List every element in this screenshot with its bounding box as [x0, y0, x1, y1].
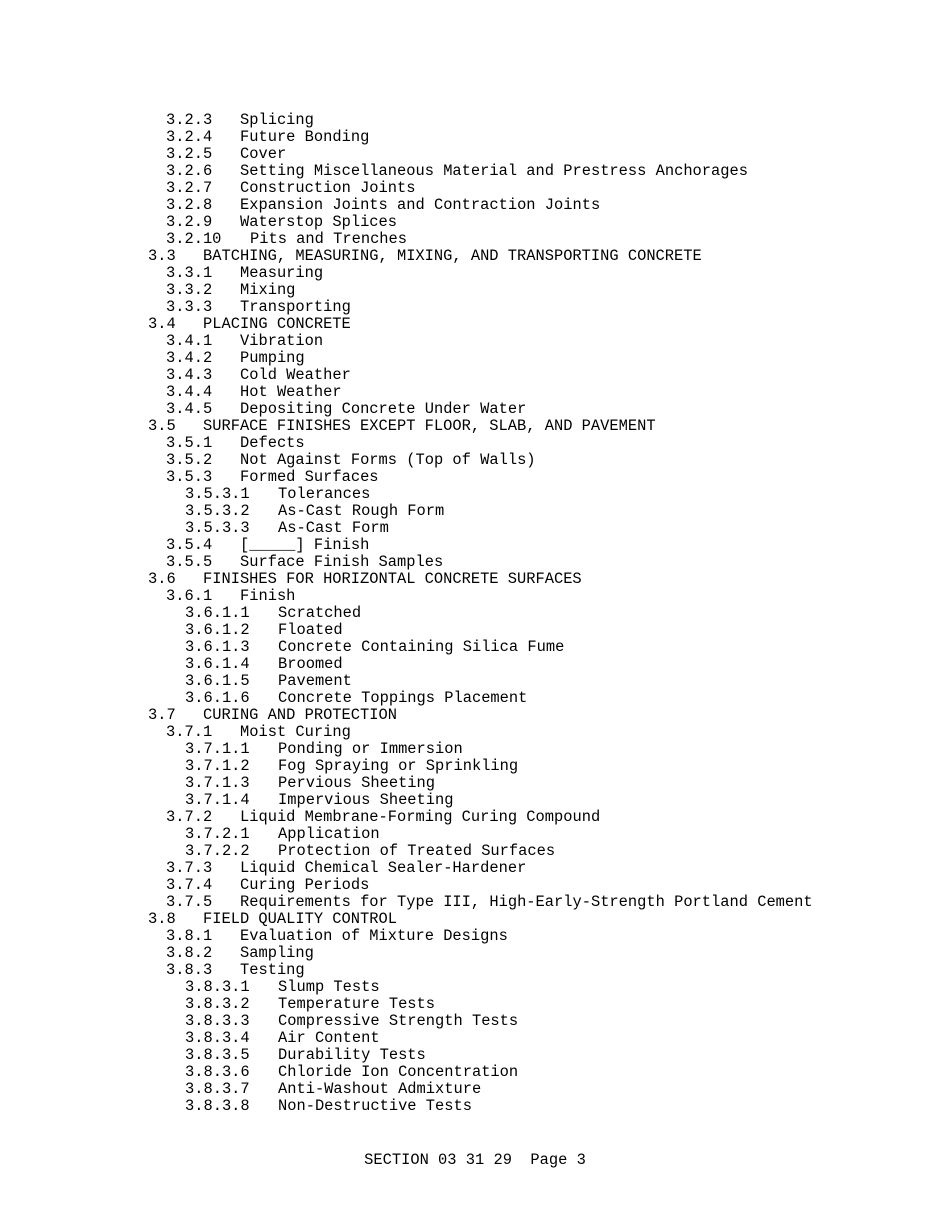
toc-entry-number: 3.2.5 — [166, 145, 213, 163]
toc-entry-number: 3.3 — [148, 247, 176, 265]
toc-entry-title: Floated — [278, 621, 343, 639]
toc-entry — [0, 350, 950, 367]
toc-entry — [0, 537, 950, 554]
toc-entry-number: 3.4.1 — [166, 332, 213, 350]
toc-entry-title: Vibration — [240, 332, 324, 350]
toc-entry-number: 3.8.1 — [166, 927, 213, 945]
toc-entry — [0, 452, 950, 469]
toc-entry-title: Surface Finish Samples — [240, 553, 444, 571]
toc-entry — [0, 639, 950, 656]
toc-entry-title: Impervious Sheeting — [278, 791, 454, 809]
toc-entry-title: Liquid Chemical Sealer-Hardener — [240, 859, 527, 877]
toc-entry-title: Pervious Sheeting — [278, 774, 436, 792]
toc-entry — [0, 316, 950, 333]
toc-entry-title: Temperature Tests — [278, 995, 436, 1013]
toc-entry-number: 3.5 — [148, 417, 176, 435]
toc-entry — [0, 231, 950, 248]
toc-entry-title: Broomed — [278, 655, 343, 673]
toc-entry-title: Concrete Toppings Placement — [278, 689, 528, 707]
toc-entry-number: 3.6.1.6 — [185, 689, 250, 707]
toc-entry-number: 3.5.1 — [166, 434, 213, 452]
toc-entry — [0, 282, 950, 299]
toc-entry-number: 3.6.1 — [166, 587, 213, 605]
toc-entry-title: Scratched — [278, 604, 362, 622]
toc-entry-title: Splicing — [240, 111, 314, 129]
toc-entry-title: CURING AND PROTECTION — [203, 706, 397, 724]
toc-entry-title: PLACING CONCRETE — [203, 315, 351, 333]
toc-entry-number: 3.7.2 — [166, 808, 213, 826]
toc-entry-number: 3.3.2 — [166, 281, 213, 299]
toc-entry-number: 3.7.1.1 — [185, 740, 250, 758]
toc-entry — [0, 707, 950, 724]
toc-entry-number: 3.7.1.4 — [185, 791, 250, 809]
toc-entry-title: Non-Destructive Tests — [278, 1097, 472, 1115]
toc-entry-number: 3.7.3 — [166, 859, 213, 877]
toc-entry — [0, 418, 950, 435]
toc-entry — [0, 792, 950, 809]
toc-entry — [0, 1081, 950, 1098]
toc-entry-title: Protection of Treated Surfaces — [278, 842, 556, 860]
toc-entry — [0, 809, 950, 826]
toc-entry-title: Slump Tests — [278, 978, 380, 996]
toc-entry-number: 3.6.1.2 — [185, 621, 250, 639]
toc-entry — [0, 588, 950, 605]
toc-entry-number: 3.4.4 — [166, 383, 213, 401]
toc-entry-title: Concrete Containing Silica Fume — [278, 638, 565, 656]
toc-entry — [0, 129, 950, 146]
toc-entry-number: 3.8.3.7 — [185, 1080, 250, 1098]
toc-entry — [0, 265, 950, 282]
toc-entry — [0, 741, 950, 758]
toc-entry-title: Sampling — [240, 944, 314, 962]
toc-entry-number: 3.4.2 — [166, 349, 213, 367]
toc-entry-number: 3.7.1.2 — [185, 757, 250, 775]
toc-entry-title: Testing — [240, 961, 305, 979]
toc-entry-title: Tolerances — [278, 485, 371, 503]
toc-entry-number: 3.6.1.4 — [185, 655, 250, 673]
toc-entry — [0, 622, 950, 639]
toc-entry — [0, 962, 950, 979]
toc-entry-number: 3.2.10 — [166, 230, 222, 248]
toc-entry-title: Waterstop Splices — [240, 213, 398, 231]
toc-entry-number: 3.5.3.3 — [185, 519, 250, 537]
toc-entry-title: Liquid Membrane-Forming Curing Compound — [240, 808, 601, 826]
toc-entry-title: Depositing Concrete Under Water — [240, 400, 527, 418]
toc-entry — [0, 860, 950, 877]
toc-entry-title: Finish — [240, 587, 296, 605]
toc-entry — [0, 911, 950, 928]
toc-entry — [0, 214, 950, 231]
toc-entry-title: [_____] Finish — [240, 536, 370, 554]
toc-entry-title: As-Cast Rough Form — [278, 502, 445, 520]
toc-entry-title: Not Against Forms (Top of Walls) — [240, 451, 536, 469]
toc-entry-number: 3.2.8 — [166, 196, 213, 214]
toc-entry-title: Ponding or Immersion — [278, 740, 463, 758]
toc-entry — [0, 928, 950, 945]
toc-entry-number: 3.2.6 — [166, 162, 213, 180]
toc-entry-title: Pumping — [240, 349, 305, 367]
toc-entry-number: 3.5.5 — [166, 553, 213, 571]
toc-entry-title: FINISHES FOR HORIZONTAL CONCRETE SURFACES — [203, 570, 582, 588]
toc-entry — [0, 163, 950, 180]
toc-entry — [0, 367, 950, 384]
toc-entry — [0, 384, 950, 401]
toc-entry-title: Cover — [240, 145, 287, 163]
toc-entry-title: Requirements for Type III, High-Early-Strength Portland Cement — [240, 893, 813, 911]
toc-entry-title: SURFACE FINISHES EXCEPT FLOOR, SLAB, AND PAVEMENT — [203, 417, 656, 435]
toc-entry — [0, 945, 950, 962]
toc-entry — [0, 333, 950, 350]
toc-entry-title: Curing Periods — [240, 876, 370, 894]
toc-entry — [0, 1030, 950, 1047]
toc-entry-title: Future Bonding — [240, 128, 370, 146]
toc-entry — [0, 112, 950, 129]
toc-entry-title: Durability Tests — [278, 1046, 426, 1064]
toc-entry — [0, 1064, 950, 1081]
toc-entry-title: FIELD QUALITY CONTROL — [203, 910, 397, 928]
toc-entry — [0, 197, 950, 214]
toc-entry-title: Evaluation of Mixture Designs — [240, 927, 508, 945]
toc-entry-number: 3.4.5 — [166, 400, 213, 418]
page-footer: SECTION 03 31 29 Page 3 — [364, 1151, 586, 1169]
toc-entry-title: As-Cast Form — [278, 519, 389, 537]
toc-entry-title: Transporting — [240, 298, 351, 316]
toc-entry-number: 3.8 — [148, 910, 176, 928]
toc-entry-title: Construction Joints — [240, 179, 416, 197]
toc-entry-title: Air Content — [278, 1029, 380, 1047]
toc-entry-title: BATCHING, MEASURING, MIXING, AND TRANSPORTING CONCRETE — [203, 247, 702, 265]
toc-entry-number: 3.5.3.2 — [185, 502, 250, 520]
toc-entry-title: Measuring — [240, 264, 324, 282]
toc-entry-number: 3.2.9 — [166, 213, 213, 231]
toc-entry-title: Mixing — [240, 281, 296, 299]
toc-entry — [0, 758, 950, 775]
toc-entry-number: 3.8.3.3 — [185, 1012, 250, 1030]
toc-entry-title: Anti-Washout Admixture — [278, 1080, 482, 1098]
toc-entry-title: Chloride Ion Concentration — [278, 1063, 519, 1081]
toc-entry — [0, 673, 950, 690]
toc-entry — [0, 1098, 950, 1115]
toc-entry-title: Defects — [240, 434, 305, 452]
toc-entry-number: 3.8.3.2 — [185, 995, 250, 1013]
toc-entry-title: Pavement — [278, 672, 352, 690]
toc-entry-title: Hot Weather — [240, 383, 342, 401]
toc-entry-number: 3.7.2.1 — [185, 825, 250, 843]
toc-entry-number: 3.6.1.1 — [185, 604, 250, 622]
toc-entry-title: Expansion Joints and Contraction Joints — [240, 196, 601, 214]
toc-entry-title: Pits and Trenches — [250, 230, 408, 248]
toc-entry-number: 3.8.3.6 — [185, 1063, 250, 1081]
toc-entry — [0, 843, 950, 860]
toc-entry — [0, 656, 950, 673]
toc-entry-number: 3.6.1.3 — [185, 638, 250, 656]
toc-entry-number: 3.2.3 — [166, 111, 213, 129]
toc-entry-number: 3.8.3.1 — [185, 978, 250, 996]
toc-entry-title: Application — [278, 825, 380, 843]
toc-entry-title: Fog Spraying or Sprinkling — [278, 757, 519, 775]
toc-entry-number: 3.7.4 — [166, 876, 213, 894]
toc-entry-number: 3.8.3.5 — [185, 1046, 250, 1064]
toc-entry — [0, 605, 950, 622]
toc-entry-number: 3.4.3 — [166, 366, 213, 384]
toc-entry-number: 3.7.1 — [166, 723, 213, 741]
toc-entry-number: 3.8.2 — [166, 944, 213, 962]
toc-entry-number: 3.7.2.2 — [185, 842, 250, 860]
toc-entry-number: 3.7 — [148, 706, 176, 724]
toc-entry — [0, 486, 950, 503]
toc-entry — [0, 775, 950, 792]
table-of-contents — [0, 112, 950, 1115]
toc-entry — [0, 503, 950, 520]
toc-entry-number: 3.5.4 — [166, 536, 213, 554]
toc-entry-number: 3.6.1.5 — [185, 672, 250, 690]
toc-entry — [0, 1047, 950, 1064]
toc-entry-title: Cold Weather — [240, 366, 351, 384]
toc-entry-number: 3.7.1.3 — [185, 774, 250, 792]
toc-entry-number: 3.2.7 — [166, 179, 213, 197]
toc-entry — [0, 690, 950, 707]
toc-entry-title: Formed Surfaces — [240, 468, 379, 486]
toc-entry-number: 3.4 — [148, 315, 176, 333]
toc-entry — [0, 996, 950, 1013]
toc-entry-title: Setting Miscellaneous Material and Prestress Anchorages — [240, 162, 748, 180]
toc-entry-number: 3.5.3 — [166, 468, 213, 486]
toc-entry — [0, 180, 950, 197]
toc-entry-number: 3.3.3 — [166, 298, 213, 316]
toc-entry — [0, 894, 950, 911]
toc-entry-number: 3.7.5 — [166, 893, 213, 911]
toc-entry — [0, 146, 950, 163]
toc-entry — [0, 469, 950, 486]
toc-entry-number: 3.8.3.8 — [185, 1097, 250, 1115]
toc-entry — [0, 1013, 950, 1030]
toc-entry-title: Moist Curing — [240, 723, 351, 741]
toc-entry-number: 3.8.3.4 — [185, 1029, 250, 1047]
toc-entry-number: 3.3.1 — [166, 264, 213, 282]
toc-entry — [0, 979, 950, 996]
toc-entry — [0, 299, 950, 316]
toc-entry — [0, 877, 950, 894]
toc-entry — [0, 571, 950, 588]
toc-entry-number: 3.2.4 — [166, 128, 213, 146]
toc-entry-number: 3.5.3.1 — [185, 485, 250, 503]
toc-entry-number: 3.8.3 — [166, 961, 213, 979]
toc-entry-number: 3.5.2 — [166, 451, 213, 469]
toc-entry — [0, 435, 950, 452]
toc-entry — [0, 401, 950, 418]
toc-entry-title: Compressive Strength Tests — [278, 1012, 519, 1030]
toc-entry — [0, 724, 950, 741]
toc-entry — [0, 248, 950, 265]
toc-entry — [0, 554, 950, 571]
toc-entry — [0, 826, 950, 843]
toc-entry-number: 3.6 — [148, 570, 176, 588]
toc-entry — [0, 520, 950, 537]
